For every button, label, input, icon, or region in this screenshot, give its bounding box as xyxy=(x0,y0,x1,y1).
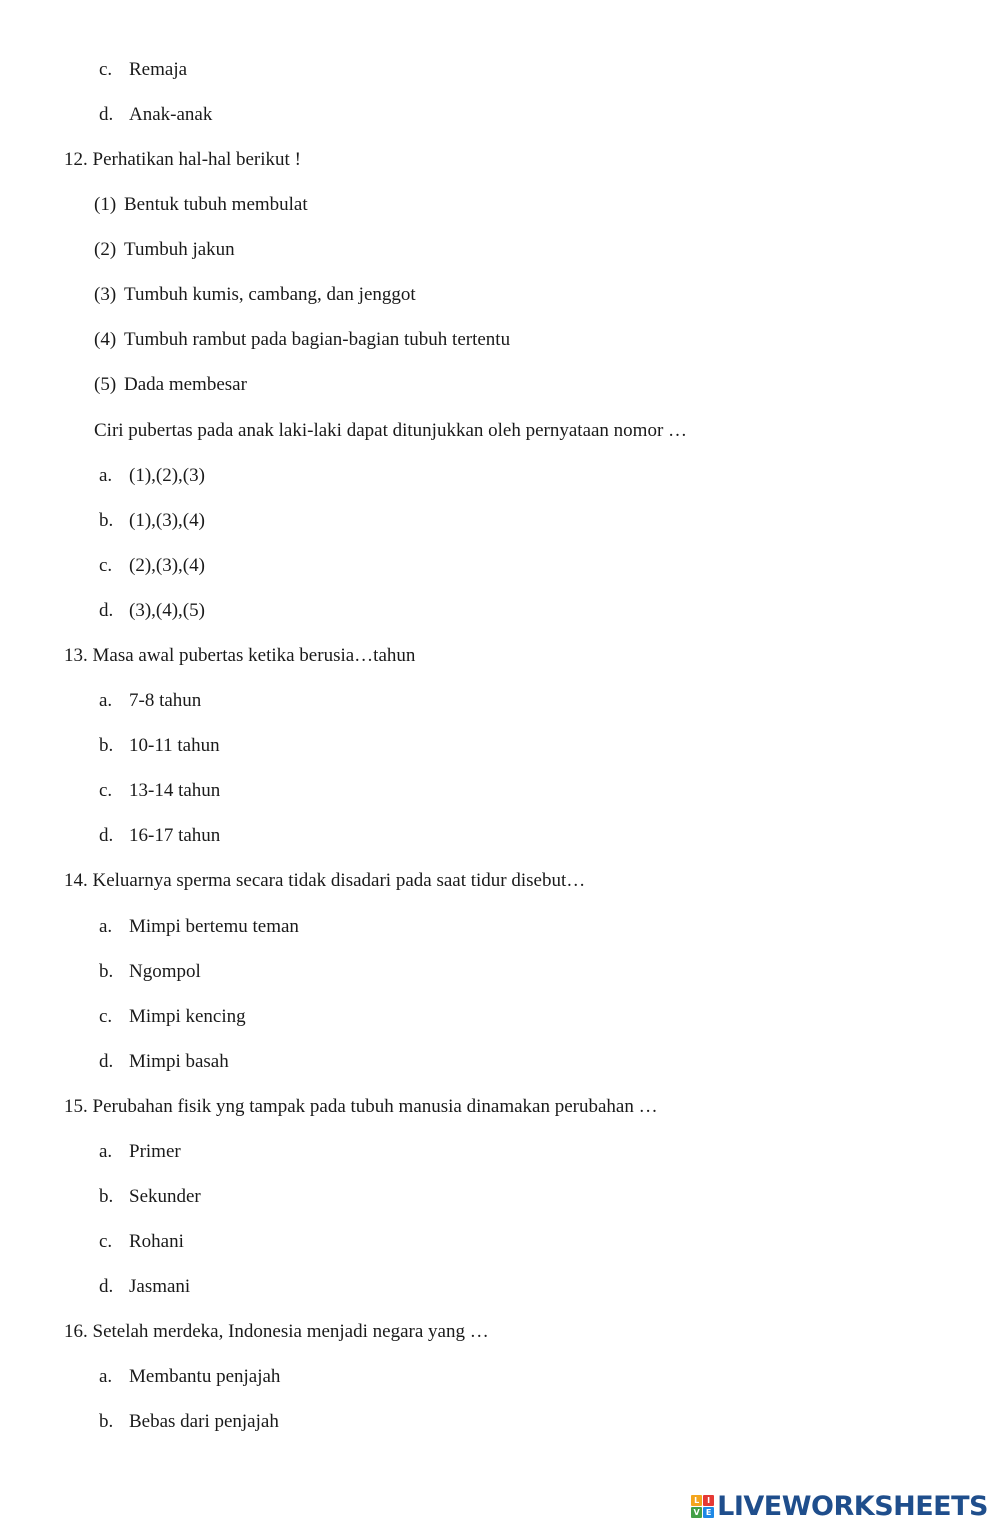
option-letter: d. xyxy=(99,104,114,125)
option-c[interactable] xyxy=(99,1005,246,1029)
option-d[interactable] xyxy=(99,1050,229,1074)
option-c[interactable] xyxy=(99,554,205,578)
option-b[interactable] xyxy=(99,1410,279,1434)
option-text: 7-8 tahun xyxy=(129,690,202,711)
option-letter: a. xyxy=(99,1141,113,1162)
question-12 xyxy=(64,148,301,172)
option-text: Ngompol xyxy=(129,961,201,982)
option-a[interactable] xyxy=(99,1140,181,1164)
question-number: 12. xyxy=(64,149,88,170)
logo-block: I xyxy=(703,1495,714,1506)
question-text: Perhatikan hal-hal berikut ! xyxy=(92,149,301,170)
question-number: 16. xyxy=(64,1321,88,1342)
option-text: Jasmani xyxy=(129,1276,191,1297)
question-text: Setelah merdeka, Indonesia menjadi negara yang … xyxy=(92,1321,489,1342)
statement-text: Tumbuh rambut pada bagian-bagian tubuh tertentu xyxy=(124,329,511,350)
option-letter: c. xyxy=(99,59,113,80)
option-text: Remaja xyxy=(129,59,188,80)
option-letter: a. xyxy=(99,1366,113,1387)
question-number: 13. xyxy=(64,645,88,666)
liveworksheets-logo xyxy=(691,1489,988,1523)
option-letter: b. xyxy=(99,735,114,756)
statement-item xyxy=(94,283,416,307)
option-letter: c. xyxy=(99,555,113,576)
question-number: 14. xyxy=(64,870,88,891)
logo-block: L xyxy=(691,1495,702,1506)
option-b[interactable] xyxy=(99,509,205,533)
logo-text: LIVEWORKSHEETS xyxy=(717,1490,988,1522)
option-d[interactable] xyxy=(99,824,220,848)
statement-number: (2) xyxy=(94,239,117,260)
option-b[interactable] xyxy=(99,734,220,758)
question-text: Keluarnya sperma secara tidak disadari pada saat tidur disebut… xyxy=(92,870,586,891)
option-letter: c. xyxy=(99,780,113,801)
statement-text: Bentuk tubuh membulat xyxy=(124,194,308,215)
statement-item xyxy=(94,193,308,217)
statement-number: (4) xyxy=(94,329,117,350)
option-text: Mimpi kencing xyxy=(129,1006,246,1027)
option-text: Rohani xyxy=(129,1231,184,1252)
option-text: (1),(2),(3) xyxy=(129,465,205,486)
option-a[interactable] xyxy=(99,464,205,488)
option-text: (1),(3),(4) xyxy=(129,510,205,531)
statement-text: Tumbuh jakun xyxy=(124,239,235,260)
option-text: Mimpi bertemu teman xyxy=(129,916,299,937)
option-b[interactable] xyxy=(99,1185,201,1209)
option-text: (2),(3),(4) xyxy=(129,555,205,576)
option-text: (3),(4),(5) xyxy=(129,600,205,621)
option-letter: d. xyxy=(99,600,114,621)
statement-number: (1) xyxy=(94,194,117,215)
option-a[interactable] xyxy=(99,689,201,713)
option-letter: a. xyxy=(99,690,113,711)
option-letter: c. xyxy=(99,1006,113,1027)
question-text: Masa awal pubertas ketika berusia…tahun xyxy=(92,645,416,666)
option-b[interactable] xyxy=(99,960,201,984)
statement-number: (3) xyxy=(94,284,117,305)
option-text: Anak-anak xyxy=(129,104,213,125)
question-15 xyxy=(64,1095,658,1119)
option-letter: b. xyxy=(99,510,114,531)
question-13 xyxy=(64,644,415,668)
question-prompt: Ciri pubertas pada anak laki-laki dapat ditunjukkan oleh pernyataan nomor … xyxy=(94,420,688,441)
logo-mark-icon xyxy=(691,1495,714,1518)
option-d[interactable] xyxy=(99,103,212,127)
statement-number: (5) xyxy=(94,374,117,395)
statement-item xyxy=(94,373,247,397)
statement-text: Dada membesar xyxy=(124,374,247,395)
option-text: 13-14 tahun xyxy=(129,780,221,801)
option-letter: b. xyxy=(99,961,114,982)
option-d[interactable] xyxy=(99,599,205,623)
logo-block: E xyxy=(703,1507,714,1518)
option-c[interactable] xyxy=(99,779,220,803)
option-letter: c. xyxy=(99,1231,113,1252)
option-letter: a. xyxy=(99,465,113,486)
option-text: Mimpi basah xyxy=(129,1051,229,1072)
option-text: Sekunder xyxy=(129,1186,201,1207)
option-a[interactable] xyxy=(99,1365,280,1389)
option-text: Primer xyxy=(129,1141,181,1162)
option-letter: b. xyxy=(99,1411,114,1432)
option-letter: d. xyxy=(99,1276,114,1297)
option-text: Bebas dari penjajah xyxy=(129,1411,279,1432)
option-c[interactable] xyxy=(99,58,187,82)
question-number: 15. xyxy=(64,1096,88,1117)
option-text: Membantu penjajah xyxy=(129,1366,281,1387)
option-letter: d. xyxy=(99,1051,114,1072)
option-text: 10-11 tahun xyxy=(129,735,220,756)
question-14 xyxy=(64,869,585,893)
statement-item xyxy=(94,328,510,352)
statement-text: Tumbuh kumis, cambang, dan jenggot xyxy=(124,284,416,305)
option-letter: b. xyxy=(99,1186,114,1207)
option-d[interactable] xyxy=(99,1275,190,1299)
option-letter: d. xyxy=(99,825,114,846)
statement-item xyxy=(94,238,235,262)
option-letter: a. xyxy=(99,916,113,937)
question-text: Perubahan fisik yng tampak pada tubuh manusia dinamakan perubahan … xyxy=(92,1096,658,1117)
question-16 xyxy=(64,1320,489,1344)
option-c[interactable] xyxy=(99,1230,184,1254)
option-text: 16-17 tahun xyxy=(129,825,221,846)
logo-block: V xyxy=(691,1507,702,1518)
option-a[interactable] xyxy=(99,915,299,939)
